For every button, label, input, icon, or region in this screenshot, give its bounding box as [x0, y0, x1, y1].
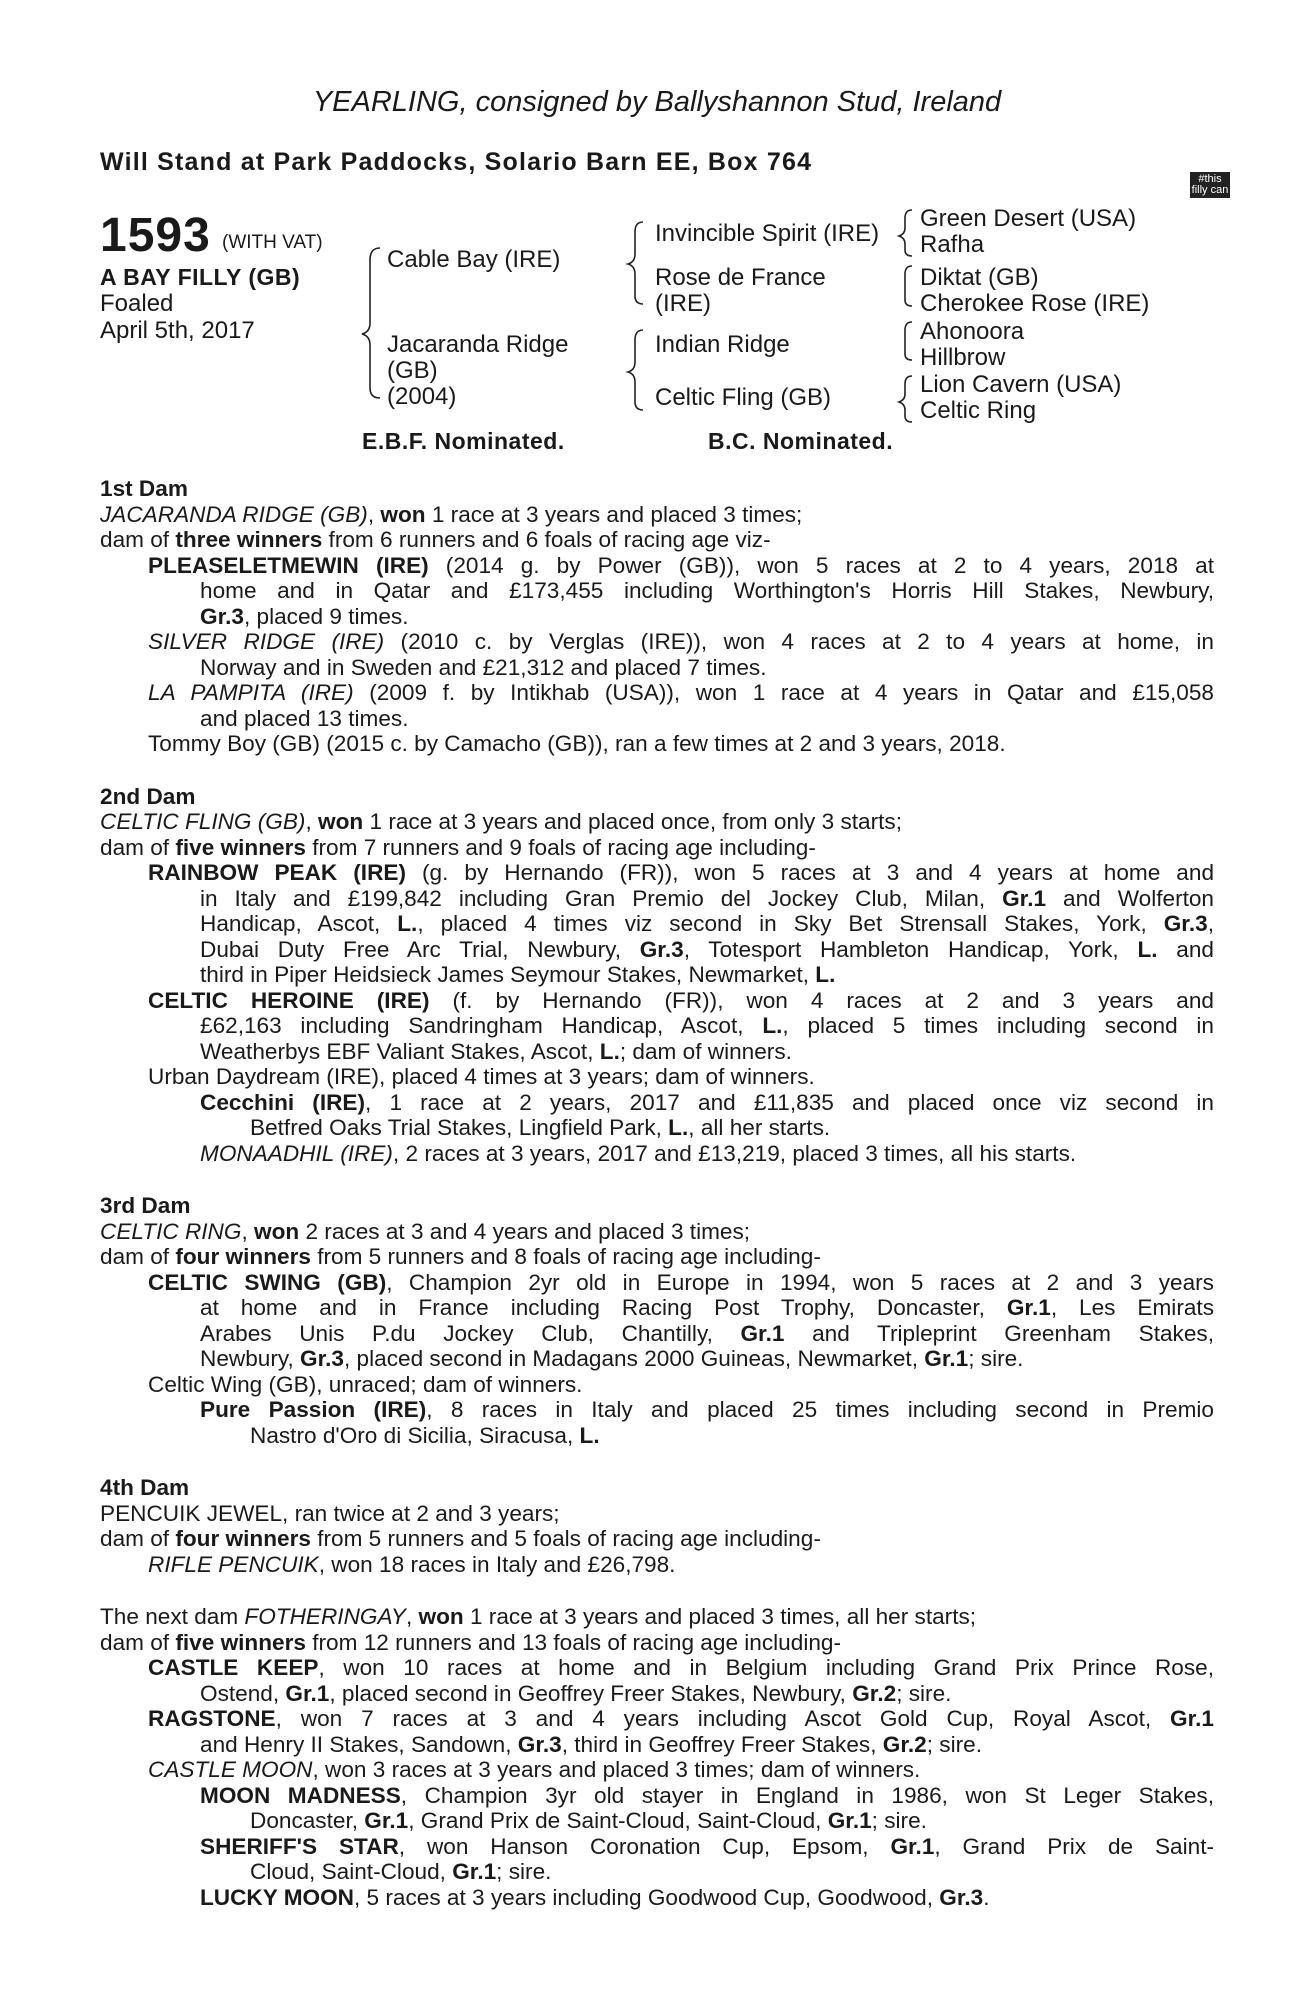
- sire-dam-line2: (IRE): [655, 290, 711, 317]
- text-line: CELTIC HEROINE (IRE) (f. by Hernando (FR)), won 4 races at 2 and 3 years and: [148, 987, 1214, 1013]
- text-line: in Italy and £199,842 including Gran Premio del Jockey Club, Milan, Gr.1 and Wolferton: [200, 885, 1214, 911]
- text-line: Norway and in Sweden and £21,312 and placed 7 times.: [200, 654, 767, 680]
- vat-note: (WITH VAT): [222, 232, 323, 253]
- text-line: Urban Daydream (IRE), placed 4 times at 3 years; dam of winners.: [148, 1064, 815, 1089]
- text-line: JACARANDA RIDGE (GB), won 1 race at 3 years and placed 3 times;: [100, 501, 803, 527]
- text-line: The next dam FOTHERINGAY, won 1 race at 3 years and placed 3 times, all her starts;: [100, 1604, 977, 1629]
- text-line: Newbury, Gr.3, placed second in Madagans 2000 Guineas, Newmarket, Gr.1; sire.: [200, 1346, 1024, 1371]
- text-line: Cecchini (IRE), 1 race at 2 years, 2017 and £11,835 and placed once viz second in: [200, 1089, 1214, 1115]
- dsd: Hillbrow: [920, 344, 1006, 371]
- text-line: and Henry II Stakes, Sandown, Gr.3, third in Geoffrey Freer Stakes, Gr.2; sire.: [200, 1731, 982, 1757]
- text-line: Pure Passion (IRE), 8 races in Italy and placed 25 times including second in Premio: [200, 1397, 1214, 1422]
- ebf-nominated: E.B.F. Nominated.: [362, 428, 565, 454]
- text-line: Celtic Wing (GB), unraced; dam of winners.: [148, 1371, 583, 1397]
- text-line: MONAADHIL (IRE), 2 races at 3 years, 2017 and £13,219, placed 3 times, all his starts.: [200, 1140, 1077, 1166]
- text-line: CASTLE KEEP, won 10 races at home and in Belgium including Grand Prix Prince Rose,: [148, 1655, 1214, 1680]
- dam-sire: Indian Ridge: [655, 331, 790, 358]
- text-line: SILVER RIDGE (IRE) (2010 c. by Verglas (IRE)), won 4 races at 2 to 4 years at home, in: [148, 629, 1214, 654]
- ddd: Celtic Ring: [920, 397, 1037, 424]
- this-filly-can-logo: #this filly can: [1191, 173, 1229, 196]
- text-line: RIFLE PENCUIK, won 18 races in Italy and £26,798.: [148, 1551, 676, 1577]
- text-line: Betfred Oaks Trial Stakes, Lingfield Park, L., all her starts.: [250, 1115, 831, 1140]
- text-line: CASTLE MOON, won 3 races at 3 years and placed 3 times; dam of winners.: [148, 1757, 921, 1782]
- text-line: RAGSTONE, won 7 races at 3 and 4 years including Ascot Gold Cup, Royal Ascot, Gr.1: [148, 1706, 1214, 1731]
- dam-line3: (2004): [387, 383, 457, 410]
- text-line: Ostend, Gr.1, placed second in Geoffrey Freer Stakes, Newbury, Gr.2; sire.: [200, 1680, 952, 1706]
- text-line: £62,163 including Sandringham Handicap, Ascot, L., placed 5 times including second in: [200, 1013, 1214, 1038]
- text-line: Arabes Unis P.du Jockey Club, Chantilly, Gr.1 and Tripleprint Greenham Stakes,: [200, 1320, 1214, 1346]
- dam-line1: Jacaranda Ridge: [387, 331, 569, 358]
- lot-description: A BAY FILLY (GB): [100, 264, 301, 290]
- foaled-label: Foaled: [100, 290, 174, 317]
- text-line: and placed 13 times.: [200, 705, 409, 731]
- fourth-dam-heading: 4th Dam: [100, 1475, 190, 1500]
- text-line: Tommy Boy (GB) (2015 c. by Camacho (GB)), ran a few times at 2 and 3 years, 2018.: [148, 731, 1006, 756]
- text-line: dam of four winners from 5 runners and 5 foals of racing age including-: [100, 1526, 821, 1551]
- text-line: CELTIC RING, won 2 races at 3 and 4 years and placed 3 times;: [100, 1218, 751, 1244]
- dam-dam: Celtic Fling (GB): [655, 384, 832, 411]
- text-line: PENCUIK JEWEL, ran twice at 2 and 3 years;: [100, 1500, 560, 1526]
- text-line: dam of five winners from 7 runners and 9 foals of racing age including-: [100, 834, 816, 860]
- sire: Cable Bay (IRE): [387, 246, 561, 273]
- text-line: Cloud, Saint-Cloud, Gr.1; sire.: [250, 1859, 552, 1884]
- sire-dam-line1: Rose de France: [655, 264, 826, 291]
- text-line: PLEASELETMEWIN (IRE) (2014 g. by Power (GB)), won 5 races at 2 to 4 years, 2018 at: [148, 552, 1214, 578]
- text-line: dam of three winners from 6 runners and 6 foals of racing age viz-: [100, 527, 771, 552]
- text-line: RAINBOW PEAK (IRE) (g. by Hernando (FR)), won 5 races at 3 and 4 years at home and: [148, 860, 1215, 885]
- text-line: CELTIC FLING (GB), won 1 race at 3 years and placed once, from only 3 starts;: [100, 809, 902, 834]
- text-line: dam of five winners from 12 runners and 13 foals of racing age including-: [100, 1629, 841, 1655]
- text-line: home and in Qatar and £173,455 including Worthington's Horris Hill Stakes, Newbury,: [200, 578, 1214, 603]
- sire-sire: Invincible Spirit (IRE): [655, 220, 880, 247]
- sdd: Cherokee Rose (IRE): [920, 290, 1150, 317]
- dss: Ahonoora: [920, 318, 1025, 345]
- first-dam-heading: 1st Dam: [100, 476, 188, 501]
- dds: Lion Cavern (USA): [920, 371, 1122, 398]
- bc-nominated: B.C. Nominated.: [708, 428, 894, 454]
- foaled-date: April 5th, 2017: [100, 317, 255, 344]
- text-line: Nastro d'Oro di Sicilia, Siracusa, L.: [250, 1422, 600, 1448]
- text-line: Gr.3, placed 9 times.: [200, 603, 409, 629]
- ssd: Rafha: [920, 231, 985, 258]
- text-line: LUCKY MOON, 5 races at 3 years including Goodwood Cup, Goodwood, Gr.3.: [200, 1884, 990, 1910]
- text-line: Doncaster, Gr.1, Grand Prix de Saint-Cloud, Saint-Cloud, Gr.1; sire.: [250, 1808, 927, 1833]
- text-line: Weatherbys EBF Valiant Stakes, Ascot, L.; dam of winners.: [200, 1038, 792, 1064]
- dam-line2: (GB): [387, 357, 438, 384]
- lot-number: 1593: [100, 209, 211, 262]
- venue-line: Will Stand at Park Paddocks, Solario Barn EE, Box 764: [100, 148, 813, 176]
- sss: Green Desert (USA): [920, 205, 1137, 232]
- produce-record: [100, 476, 1214, 1910]
- page-title: YEARLING, consigned by Ballyshannon Stud, Ireland: [312, 86, 1002, 118]
- second-dam-heading: 2nd Dam: [100, 783, 196, 809]
- text-line: CELTIC SWING (GB), Champion 2yr old in Europe in 1994, won 5 races at 2 and 3 years: [148, 1269, 1214, 1295]
- text-line: at home and in France including Racing Post Trophy, Doncaster, Gr.1, Les Emirats: [200, 1295, 1214, 1320]
- text-line: dam of four winners from 5 runners and 8 foals of racing age including-: [100, 1244, 821, 1269]
- text-line: SHERIFF'S STAR, won Hanson Coronation Cup, Epsom, Gr.1, Grand Prix de Saint-: [200, 1833, 1214, 1859]
- text-line: Dubai Duty Free Arc Trial, Newbury, Gr.3, Totesport Hambleton Handicap, York, L. and: [200, 936, 1214, 962]
- third-dam-heading: 3rd Dam: [100, 1193, 191, 1218]
- text-line: LA PAMPITA (IRE) (2009 f. by Intikhab (USA)), won 1 race at 4 years in Qatar and £15,058: [148, 680, 1214, 705]
- text-line: third in Piper Heidsieck James Seymour Stakes, Newmarket, L.: [200, 962, 836, 987]
- text-line: Handicap, Ascot, L., placed 4 times viz second in Sky Bet Strensall Stakes, York, Gr.3,: [200, 911, 1214, 936]
- sds: Diktat (GB): [920, 264, 1039, 291]
- text-line: MOON MADNESS, Champion 3yr old stayer in England in 1986, won St Leger Stakes,: [200, 1782, 1214, 1808]
